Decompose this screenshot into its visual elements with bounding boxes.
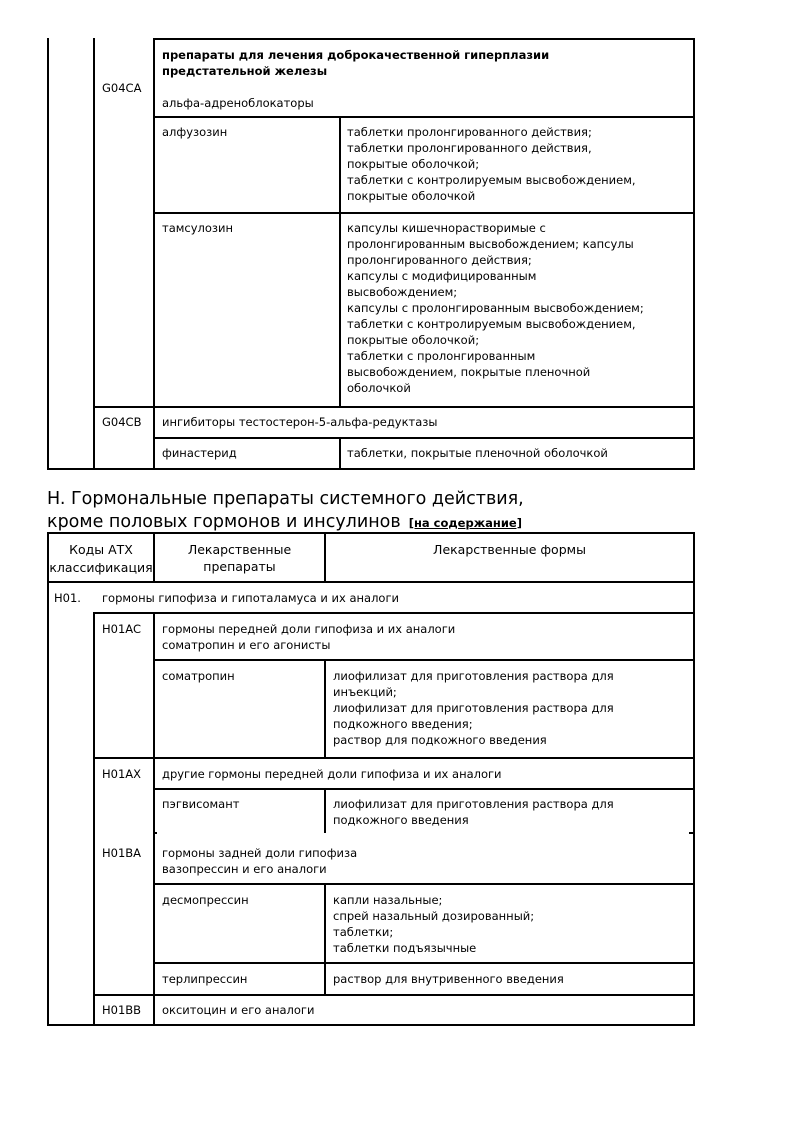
somatropin-form-5: раствор для подкожного введения — [333, 733, 547, 747]
tamsulosin-form-8: покрытые оболочкой; — [347, 333, 480, 347]
desmopressin-form-4: таблетки подъязычные — [333, 941, 477, 955]
group-title-bph-line2: предстательной железы — [162, 64, 328, 78]
desmopressin-form-3: таблетки; — [333, 925, 394, 939]
drug-alfuzosin: алфузозин — [162, 125, 228, 139]
tamsulosin-form-2: пролонгированным высвобождением; капсулы — [347, 237, 634, 251]
somatropin-form-2: инъекций; — [333, 685, 397, 699]
toc-link[interactable]: [на содержание] — [408, 516, 522, 530]
subgroup-alpha-blockers: альфа-адреноблокаторы — [162, 96, 314, 110]
header-atc-codes: Коды АТХ — [69, 542, 133, 557]
tamsulosin-form-5: высвобождением; — [347, 285, 458, 299]
header-drugs-line1: Лекарственные — [187, 542, 292, 557]
pegvisomant-form-1: лиофилизат для приготовления раствора для — [333, 797, 614, 811]
group-other-anterior-pituitary: другие гормоны передней доли гипофиза и их аналоги — [162, 767, 502, 781]
alfuzosin-form-1: таблетки пролонгированного действия; — [347, 125, 592, 139]
somatropin-form-1: лиофилизат для приготовления раствора для — [333, 669, 614, 683]
atc-code-h01bb: H01BB — [102, 1003, 142, 1017]
finasteride-form-1: таблетки, покрытые пленочной оболочкой — [347, 446, 608, 460]
somatropin-form-4: подкожного введения; — [333, 717, 473, 731]
pegvisomant-form-2: подкожного введения — [333, 813, 469, 827]
header-dosage-forms: Лекарственные формы — [433, 542, 586, 557]
drug-terlipressin: терлипрессин — [162, 972, 248, 986]
group-anterior-pituitary: гормоны передней доли гипофиза и их аналоги — [162, 622, 456, 636]
section-heading-line1: H. Гормональные препараты системного действия, — [47, 489, 524, 509]
atc-code-h01: H01. — [54, 591, 81, 605]
alfuzosin-form-3: покрытые оболочкой; — [347, 157, 480, 171]
header-drugs-line2: препараты — [203, 559, 276, 574]
group-oxytocin-analogs: окситоцин и его аналоги — [162, 1003, 315, 1017]
tamsulosin-form-7: таблетки с контролируемым высвобождением, — [347, 317, 636, 331]
drug-finasteride: финастерид — [162, 446, 237, 460]
group-posterior-pituitary: гормоны задней доли гипофиза — [162, 846, 358, 860]
tamsulosin-form-9: таблетки с пролонгированным — [347, 349, 536, 363]
desmopressin-form-1: капли назальные; — [333, 893, 443, 907]
alfuzosin-form-2: таблетки пролонгированного действия, — [347, 141, 592, 155]
group-vasopressin-analogs: вазопрессин и его аналоги — [162, 862, 327, 876]
header-classification: классификация — [49, 560, 153, 575]
tamsulosin-form-3: пролонгированного действия; — [347, 253, 532, 267]
alfuzosin-form-4: таблетки с контролируемым высвобождением, — [347, 173, 636, 187]
tamsulosin-form-6: капсулы с пролонгированным высвобождением; — [347, 301, 644, 315]
atc-code-h01ac: H01AC — [102, 622, 141, 636]
somatropin-form-3: лиофилизат для приготовления раствора для — [333, 701, 614, 715]
drug-tamsulosin: тамсулозин — [162, 221, 234, 235]
section-heading-text: кроме половых гормонов и инсулинов — [47, 512, 401, 532]
drug-somatropin: соматропин — [162, 669, 235, 683]
tamsulosin-form-1: капсулы кишечнорастворимые с — [347, 221, 546, 235]
atc-code-g04ca: G04CA — [102, 81, 142, 95]
group-somatropin-agonists: соматропин и его агонисты — [162, 638, 331, 652]
tamsulosin-form-10: высвобождением, покрытые пленочной — [347, 365, 591, 379]
terlipressin-form-1: раствор для внутривенного введения — [333, 972, 564, 986]
atc-code-h01ba: H01BA — [102, 846, 142, 860]
atc-code-h01ax: H01AX — [102, 767, 142, 781]
group-title-bph-line1: препараты для лечения доброкачественной гиперплазии — [162, 48, 550, 62]
group-pituitary-hormones: гормоны гипофиза и гипоталамуса и их аналоги — [102, 591, 399, 605]
group-5-alpha-reductase: ингибиторы тестостерон-5-альфа-редуктазы — [162, 415, 438, 429]
tamsulosin-form-11: оболочкой — [347, 381, 411, 395]
drug-pegvisomant: пэгвисомант — [162, 797, 240, 811]
desmopressin-form-2: спрей назальный дозированный; — [333, 909, 535, 923]
tamsulosin-form-4: капсулы с модифицированным — [347, 269, 537, 283]
alfuzosin-form-5: покрытые оболочкой — [347, 189, 476, 203]
atc-code-g04cb: G04CB — [102, 415, 142, 429]
drug-desmopressin: десмопрессин — [162, 893, 249, 907]
